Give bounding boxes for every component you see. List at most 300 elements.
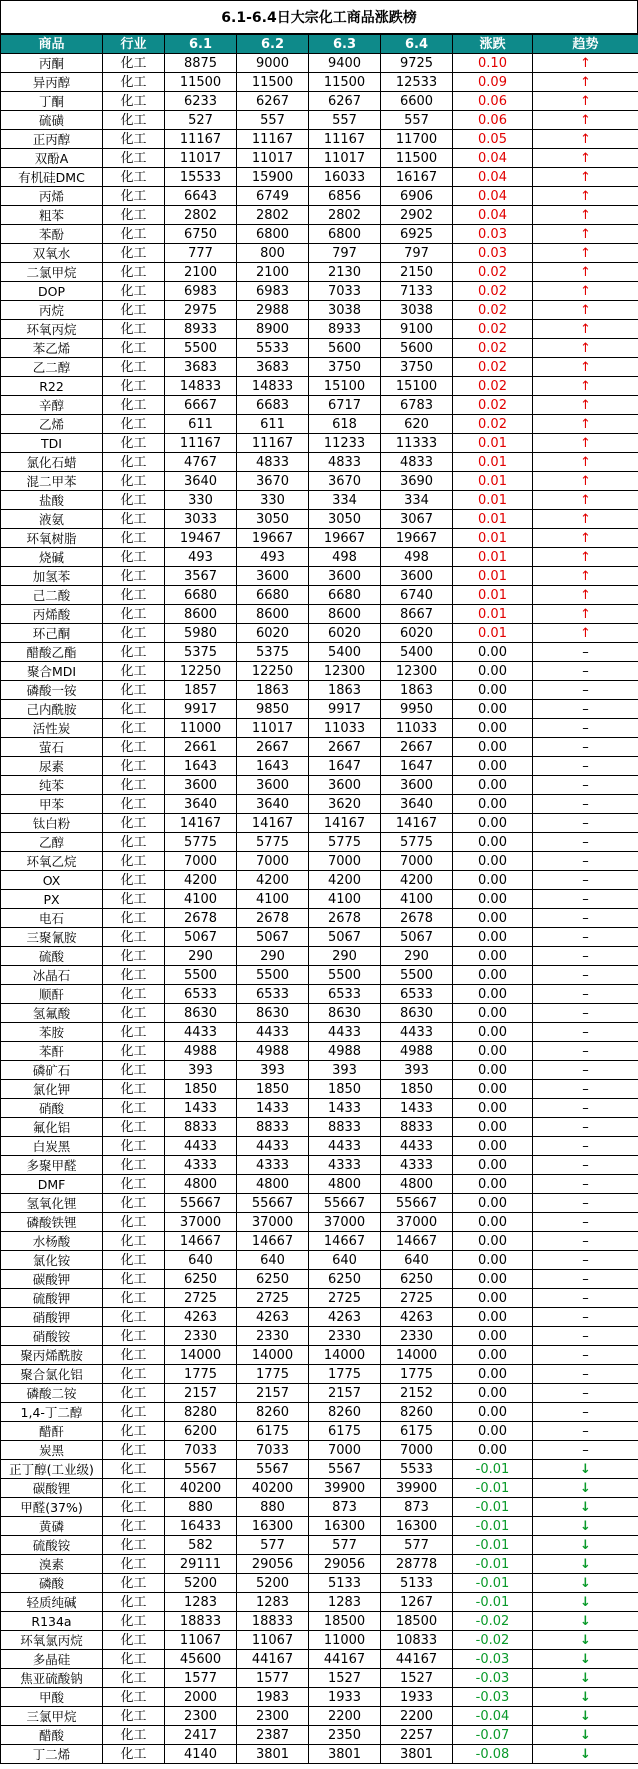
industry: 化工 — [103, 1175, 165, 1194]
price-day-2: 6020 — [237, 624, 309, 643]
price-day-3: 1283 — [309, 1593, 381, 1612]
table-row — [1, 1631, 638, 1650]
commodity-name: 正丁醇(工业级) — [1, 1460, 103, 1479]
price-day-4: 14167 — [381, 814, 453, 833]
table-row — [1, 1460, 638, 1479]
table-row — [1, 1574, 638, 1593]
price-day-3: 2350 — [309, 1726, 381, 1745]
table-row — [1, 396, 638, 415]
price-day-4: 44167 — [381, 1650, 453, 1669]
industry: 化工 — [103, 1289, 165, 1308]
commodity-name: 氯化铵 — [1, 1251, 103, 1270]
change-value: -0.01 — [453, 1574, 533, 1593]
industry: 化工 — [103, 1042, 165, 1061]
price-day-4: 12300 — [381, 662, 453, 681]
industry: 化工 — [103, 1688, 165, 1707]
table-row — [1, 377, 638, 396]
price-day-4: 1850 — [381, 1080, 453, 1099]
header-row — [1, 35, 638, 54]
price-day-1: 3600 — [165, 776, 237, 795]
change-value: 0.02 — [453, 320, 533, 339]
price-day-4: 6740 — [381, 586, 453, 605]
industry: 化工 — [103, 567, 165, 586]
table-row — [1, 1004, 638, 1023]
trend-icon: – — [533, 700, 638, 719]
commodity-name: 环氧丙烷 — [1, 320, 103, 339]
price-day-3: 11500 — [309, 73, 381, 92]
trend-icon: – — [533, 1441, 638, 1460]
change-value: 0.00 — [453, 814, 533, 833]
price-day-1: 6983 — [165, 282, 237, 301]
price-day-1: 777 — [165, 244, 237, 263]
change-value: 0.02 — [453, 358, 533, 377]
price-day-3: 29056 — [309, 1555, 381, 1574]
commodity-name: 醋酸乙酯 — [1, 643, 103, 662]
price-day-4: 2667 — [381, 738, 453, 757]
change-value: 0.01 — [453, 434, 533, 453]
price-day-2: 3600 — [237, 567, 309, 586]
commodity-name: 混二甲苯 — [1, 472, 103, 491]
commodity-name: 丙烯 — [1, 187, 103, 206]
price-day-4: 1433 — [381, 1099, 453, 1118]
price-day-2: 8600 — [237, 605, 309, 624]
change-value: -0.02 — [453, 1612, 533, 1631]
price-day-3: 5400 — [309, 643, 381, 662]
table-row — [1, 1118, 638, 1137]
price-day-3: 2678 — [309, 909, 381, 928]
trend-icon: ↑ — [533, 320, 638, 339]
change-value: -0.01 — [453, 1517, 533, 1536]
industry: 化工 — [103, 643, 165, 662]
table-row — [1, 871, 638, 890]
price-day-2: 5775 — [237, 833, 309, 852]
industry: 化工 — [103, 1460, 165, 1479]
commodity-name: 纯苯 — [1, 776, 103, 795]
trend-icon: ↓ — [533, 1517, 638, 1536]
trend-icon: ↑ — [533, 453, 638, 472]
price-day-1: 290 — [165, 947, 237, 966]
price-day-4: 55667 — [381, 1194, 453, 1213]
price-day-3: 6020 — [309, 624, 381, 643]
industry: 化工 — [103, 909, 165, 928]
change-value: 0.00 — [453, 1175, 533, 1194]
price-day-1: 6667 — [165, 396, 237, 415]
trend-icon: – — [533, 1156, 638, 1175]
table-body — [1, 54, 638, 1764]
industry: 化工 — [103, 605, 165, 624]
commodity-name: 炭黑 — [1, 1441, 103, 1460]
change-value: 0.00 — [453, 1118, 533, 1137]
change-value: -0.01 — [453, 1593, 533, 1612]
commodity-name: 正丙醇 — [1, 130, 103, 149]
price-day-3: 4100 — [309, 890, 381, 909]
price-day-2: 44167 — [237, 1650, 309, 1669]
price-day-2: 12250 — [237, 662, 309, 681]
trend-icon: ↑ — [533, 187, 638, 206]
price-day-3: 290 — [309, 947, 381, 966]
price-day-1: 2100 — [165, 263, 237, 282]
change-value: 0.00 — [453, 1004, 533, 1023]
trend-icon: – — [533, 1194, 638, 1213]
price-day-4: 797 — [381, 244, 453, 263]
trend-icon: – — [533, 1004, 638, 1023]
price-day-4: 4433 — [381, 1023, 453, 1042]
price-day-2: 2988 — [237, 301, 309, 320]
price-day-1: 2157 — [165, 1384, 237, 1403]
change-value: 0.02 — [453, 339, 533, 358]
change-value: 0.02 — [453, 263, 533, 282]
change-value: -0.03 — [453, 1669, 533, 1688]
price-day-2: 493 — [237, 548, 309, 567]
industry: 化工 — [103, 548, 165, 567]
table-row — [1, 1555, 638, 1574]
header-day-3: 6.3 — [309, 35, 381, 54]
change-value: 0.00 — [453, 1365, 533, 1384]
trend-icon: ↑ — [533, 358, 638, 377]
price-day-2: 11500 — [237, 73, 309, 92]
commodity-name: 多晶硅 — [1, 1650, 103, 1669]
commodity-name: 聚丙烯酰胺 — [1, 1346, 103, 1365]
price-day-2: 11167 — [237, 434, 309, 453]
table-row — [1, 206, 638, 225]
commodity-name: 苯酐 — [1, 1042, 103, 1061]
trend-icon: ↑ — [533, 225, 638, 244]
price-day-2: 1863 — [237, 681, 309, 700]
table-row — [1, 244, 638, 263]
industry: 化工 — [103, 92, 165, 111]
commodity-name: 苯乙烯 — [1, 339, 103, 358]
price-day-1: 8875 — [165, 54, 237, 73]
price-day-3: 8600 — [309, 605, 381, 624]
price-day-3: 3801 — [309, 1745, 381, 1764]
price-day-3: 3750 — [309, 358, 381, 377]
price-day-2: 18833 — [237, 1612, 309, 1631]
change-value: 0.06 — [453, 92, 533, 111]
price-day-1: 37000 — [165, 1213, 237, 1232]
trend-icon: ↓ — [533, 1498, 638, 1517]
price-day-4: 11700 — [381, 130, 453, 149]
price-day-2: 2725 — [237, 1289, 309, 1308]
trend-icon: ↑ — [533, 73, 638, 92]
change-value: 0.00 — [453, 928, 533, 947]
price-day-3: 6680 — [309, 586, 381, 605]
price-day-2: 2300 — [237, 1707, 309, 1726]
trend-icon: ↑ — [533, 263, 638, 282]
price-day-1: 4433 — [165, 1137, 237, 1156]
commodity-name: 氯化石蜡 — [1, 453, 103, 472]
change-value: 0.00 — [453, 852, 533, 871]
trend-icon: ↑ — [533, 472, 638, 491]
price-day-3: 39900 — [309, 1479, 381, 1498]
table-row — [1, 92, 638, 111]
change-value: -0.08 — [453, 1745, 533, 1764]
price-day-4: 16300 — [381, 1517, 453, 1536]
commodity-name: OX — [1, 871, 103, 890]
price-day-4: 2725 — [381, 1289, 453, 1308]
price-day-2: 6175 — [237, 1422, 309, 1441]
commodity-name: 粗苯 — [1, 206, 103, 225]
price-day-3: 11033 — [309, 719, 381, 738]
commodity-name: 硫酸钾 — [1, 1289, 103, 1308]
change-value: 0.00 — [453, 1384, 533, 1403]
header-day-2: 6.2 — [237, 35, 309, 54]
table-row — [1, 1384, 638, 1403]
trend-icon: ↓ — [533, 1612, 638, 1631]
change-value: 0.03 — [453, 244, 533, 263]
commodity-name: R22 — [1, 377, 103, 396]
trend-icon: – — [533, 1365, 638, 1384]
commodity-name: 硝酸 — [1, 1099, 103, 1118]
price-day-1: 4200 — [165, 871, 237, 890]
price-day-2: 640 — [237, 1251, 309, 1270]
trend-icon: – — [533, 1384, 638, 1403]
change-value: 0.01 — [453, 567, 533, 586]
price-day-2: 5500 — [237, 966, 309, 985]
price-day-2: 2157 — [237, 1384, 309, 1403]
change-value: 0.00 — [453, 1156, 533, 1175]
table-row — [1, 928, 638, 947]
price-day-2: 6800 — [237, 225, 309, 244]
price-day-4: 15100 — [381, 377, 453, 396]
industry: 化工 — [103, 434, 165, 453]
commodity-name: 焦亚硫酸钠 — [1, 1669, 103, 1688]
price-day-2: 577 — [237, 1536, 309, 1555]
table-row — [1, 1745, 638, 1764]
industry: 化工 — [103, 1422, 165, 1441]
price-day-2: 4988 — [237, 1042, 309, 1061]
commodity-name: 异丙醇 — [1, 73, 103, 92]
change-value: 0.01 — [453, 453, 533, 472]
industry: 化工 — [103, 1156, 165, 1175]
change-value: 0.00 — [453, 1194, 533, 1213]
change-value: 0.04 — [453, 149, 533, 168]
industry: 化工 — [103, 833, 165, 852]
change-value: 0.00 — [453, 966, 533, 985]
price-day-3: 6175 — [309, 1422, 381, 1441]
table-row — [1, 548, 638, 567]
commodity-name: 三聚氰胺 — [1, 928, 103, 947]
price-day-4: 2330 — [381, 1327, 453, 1346]
commodity-name: 磷矿石 — [1, 1061, 103, 1080]
commodity-name: 环氧乙烷 — [1, 852, 103, 871]
commodity-name: 硫酸铵 — [1, 1536, 103, 1555]
table-row — [1, 1175, 638, 1194]
price-day-3: 4433 — [309, 1137, 381, 1156]
price-day-4: 14000 — [381, 1346, 453, 1365]
price-day-2: 3640 — [237, 795, 309, 814]
trend-icon: – — [533, 814, 638, 833]
industry: 化工 — [103, 928, 165, 947]
table-row — [1, 282, 638, 301]
price-day-4: 16167 — [381, 168, 453, 187]
trend-icon: ↑ — [533, 206, 638, 225]
price-day-3: 2725 — [309, 1289, 381, 1308]
change-value: 0.01 — [453, 472, 533, 491]
price-day-4: 18500 — [381, 1612, 453, 1631]
table-row — [1, 358, 638, 377]
trend-icon: – — [533, 966, 638, 985]
price-day-4: 8260 — [381, 1403, 453, 1422]
trend-icon: ↓ — [533, 1555, 638, 1574]
change-value: 0.00 — [453, 1441, 533, 1460]
table-row — [1, 1156, 638, 1175]
commodity-name: R134a — [1, 1612, 103, 1631]
price-day-1: 40200 — [165, 1479, 237, 1498]
trend-icon: ↑ — [533, 510, 638, 529]
price-day-4: 498 — [381, 548, 453, 567]
price-day-2: 8900 — [237, 320, 309, 339]
price-day-1: 2725 — [165, 1289, 237, 1308]
price-day-2: 14833 — [237, 377, 309, 396]
price-day-3: 8630 — [309, 1004, 381, 1023]
trend-icon: – — [533, 1308, 638, 1327]
price-day-4: 4800 — [381, 1175, 453, 1194]
price-day-1: 4988 — [165, 1042, 237, 1061]
commodity-name: 硝酸铵 — [1, 1327, 103, 1346]
price-day-4: 873 — [381, 1498, 453, 1517]
industry: 化工 — [103, 1384, 165, 1403]
price-day-3: 5775 — [309, 833, 381, 852]
industry: 化工 — [103, 1726, 165, 1745]
table-row — [1, 814, 638, 833]
change-value: 0.02 — [453, 282, 533, 301]
price-day-3: 2667 — [309, 738, 381, 757]
price-day-4: 4100 — [381, 890, 453, 909]
industry: 化工 — [103, 1099, 165, 1118]
price-day-3: 16300 — [309, 1517, 381, 1536]
industry: 化工 — [103, 415, 165, 434]
table-row — [1, 1327, 638, 1346]
table-row — [1, 719, 638, 738]
price-day-3: 9917 — [309, 700, 381, 719]
trend-icon: ↑ — [533, 149, 638, 168]
table-row — [1, 1726, 638, 1745]
table-row — [1, 149, 638, 168]
price-day-4: 4263 — [381, 1308, 453, 1327]
change-value: 0.04 — [453, 187, 533, 206]
trend-icon: ↓ — [533, 1745, 638, 1764]
price-day-2: 6250 — [237, 1270, 309, 1289]
price-day-1: 4263 — [165, 1308, 237, 1327]
price-day-1: 14833 — [165, 377, 237, 396]
price-day-2: 29056 — [237, 1555, 309, 1574]
price-day-2: 4833 — [237, 453, 309, 472]
table-row — [1, 662, 638, 681]
price-day-1: 582 — [165, 1536, 237, 1555]
trend-icon: ↑ — [533, 168, 638, 187]
trend-icon: ↑ — [533, 491, 638, 510]
commodity-name: 二氯甲烷 — [1, 263, 103, 282]
price-day-1: 1850 — [165, 1080, 237, 1099]
price-day-2: 9000 — [237, 54, 309, 73]
price-day-2: 5067 — [237, 928, 309, 947]
commodity-name: 苯酚 — [1, 225, 103, 244]
price-day-3: 2802 — [309, 206, 381, 225]
change-value: 0.00 — [453, 1137, 533, 1156]
table-row — [1, 472, 638, 491]
industry: 化工 — [103, 187, 165, 206]
table-row — [1, 187, 638, 206]
commodity-name: DOP — [1, 282, 103, 301]
price-day-2: 4333 — [237, 1156, 309, 1175]
table-row — [1, 1688, 638, 1707]
price-day-1: 14667 — [165, 1232, 237, 1251]
trend-icon: ↑ — [533, 396, 638, 415]
price-day-4: 4988 — [381, 1042, 453, 1061]
price-day-4: 5600 — [381, 339, 453, 358]
price-day-3: 5067 — [309, 928, 381, 947]
price-day-3: 8833 — [309, 1118, 381, 1137]
price-day-1: 5567 — [165, 1460, 237, 1479]
trend-icon: – — [533, 1327, 638, 1346]
trend-icon: – — [533, 1251, 638, 1270]
industry: 化工 — [103, 814, 165, 833]
price-day-4: 3750 — [381, 358, 453, 377]
price-day-3: 3600 — [309, 776, 381, 795]
price-day-2: 11067 — [237, 1631, 309, 1650]
price-day-1: 3033 — [165, 510, 237, 529]
price-day-1: 5500 — [165, 339, 237, 358]
price-day-2: 3600 — [237, 776, 309, 795]
table-row — [1, 320, 638, 339]
price-day-4: 28778 — [381, 1555, 453, 1574]
price-day-1: 11167 — [165, 130, 237, 149]
industry: 化工 — [103, 1308, 165, 1327]
price-day-1: 5375 — [165, 643, 237, 662]
industry: 化工 — [103, 244, 165, 263]
price-day-1: 15533 — [165, 168, 237, 187]
industry: 化工 — [103, 263, 165, 282]
price-day-1: 5500 — [165, 966, 237, 985]
industry: 化工 — [103, 700, 165, 719]
table-row — [1, 1498, 638, 1517]
industry: 化工 — [103, 1612, 165, 1631]
price-day-1: 2661 — [165, 738, 237, 757]
table-row — [1, 415, 638, 434]
change-value: 0.00 — [453, 719, 533, 738]
price-day-3: 6267 — [309, 92, 381, 111]
price-day-3: 5500 — [309, 966, 381, 985]
price-day-1: 611 — [165, 415, 237, 434]
price-day-2: 11017 — [237, 719, 309, 738]
price-day-2: 1850 — [237, 1080, 309, 1099]
trend-icon: ↑ — [533, 244, 638, 263]
trend-icon: – — [533, 928, 638, 947]
price-day-3: 3050 — [309, 510, 381, 529]
price-day-1: 3567 — [165, 567, 237, 586]
table-row — [1, 776, 638, 795]
price-day-4: 5500 — [381, 966, 453, 985]
price-day-2: 4433 — [237, 1137, 309, 1156]
change-value: 0.00 — [453, 776, 533, 795]
price-day-2: 3683 — [237, 358, 309, 377]
industry: 化工 — [103, 111, 165, 130]
trend-icon: ↓ — [533, 1726, 638, 1745]
price-day-1: 4800 — [165, 1175, 237, 1194]
price-day-2: 7033 — [237, 1441, 309, 1460]
table-row — [1, 605, 638, 624]
price-day-2: 2387 — [237, 1726, 309, 1745]
commodity-name: 轻质纯碱 — [1, 1593, 103, 1612]
change-value: -0.03 — [453, 1650, 533, 1669]
price-day-3: 12300 — [309, 662, 381, 681]
price-day-3: 4200 — [309, 871, 381, 890]
change-value: 0.00 — [453, 1099, 533, 1118]
price-day-4: 10833 — [381, 1631, 453, 1650]
commodity-name: 醋酐 — [1, 1422, 103, 1441]
price-day-3: 1433 — [309, 1099, 381, 1118]
change-value: 0.00 — [453, 1346, 533, 1365]
